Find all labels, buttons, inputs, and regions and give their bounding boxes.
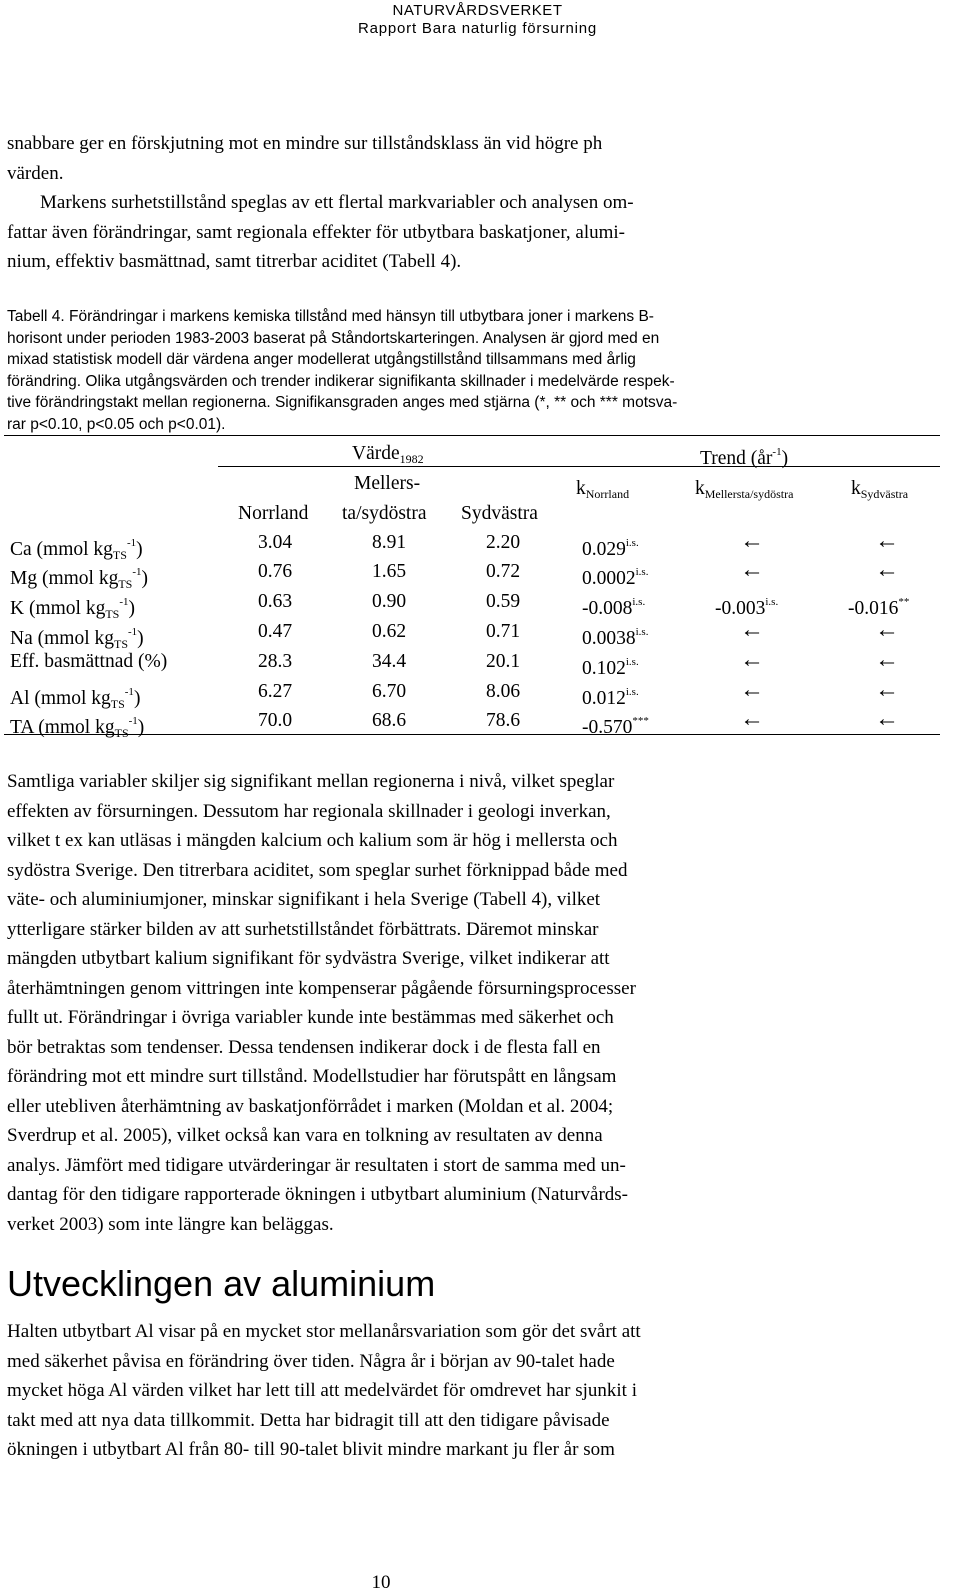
page-header (0, 2, 955, 38)
cell-k-norrland (582, 590, 645, 621)
row-label-close: ) (141, 568, 149, 589)
header-org: NATURVÅRDSVERKET (392, 2, 563, 19)
cell-k-norrland (582, 709, 649, 740)
row-label-superscript: -1 (119, 596, 129, 608)
col-header-sydvastra: Sydvästra (461, 503, 538, 524)
cell-sydvastra: 8.06 (486, 681, 521, 702)
text-line: sydöstra Sverige. Den titrerbara aciditet, som speglar surhet förknippad både med (7, 859, 628, 881)
text-line: värden. (7, 162, 64, 184)
cell-k-norrland (582, 620, 648, 651)
k-norrland-value: -0.008 (582, 598, 633, 619)
cell-norrland: 6.27 (258, 681, 293, 702)
text-line: takt med att nya data tillkommit. Detta har bidragit till att den tidigare påvisade (7, 1409, 610, 1431)
row-label-subscript: TS (110, 697, 125, 711)
row-label-superscript: -1 (126, 537, 137, 549)
arrow-icon: ← (875, 557, 899, 583)
text-line: snabbare ger en förskjutning mot en mindre sur tillståndsklass än vid högre ph (7, 133, 603, 154)
cell-norrland: 70.0 (258, 710, 293, 731)
arrow-icon: ← (875, 677, 899, 703)
k-norrland-significance: i.s. (625, 686, 639, 698)
arrow-icon: ← (875, 528, 899, 554)
intro-paragraph (7, 129, 767, 277)
k-norrland-significance: *** (632, 715, 649, 727)
header-value-1982: Värde$_{1982}$ (352, 443, 424, 466)
text-line: fullt ut. Förändringar i övriga variabler kunde inte bestämmas med säkerhet och (7, 1007, 614, 1028)
arrow-icon: ← (875, 706, 899, 732)
row-label-subscript: TS (112, 548, 127, 562)
header-trend: Trend $(år^{-1})$ (700, 446, 789, 469)
text-line: fattar även förändringar, samt regionala effekter för utbytbara baskatjoner, alumi- (7, 221, 625, 243)
text-line: väte- och aluminiumjoner, minskar signifikant i hela Sverige (Tabell 4), vilket (7, 889, 601, 910)
header-report-title: Rapport Bara naturlig försurning (357, 20, 598, 37)
row-label (10, 650, 167, 674)
second-paragraph (7, 767, 767, 1239)
cell-sydvastra: 0.59 (486, 591, 521, 612)
table-top-rule (4, 435, 940, 436)
text-line: Samtliga variabler skiljer sig signifikant mellan regionerna i nivå, vilket speglar (7, 771, 615, 792)
col-header-mellersta-line2: ta/sydöstra (342, 503, 427, 524)
cell-sydvastra: 78.6 (486, 710, 521, 731)
row-label-superscript: -1 (128, 715, 138, 727)
k-norrland-significance: i.s. (632, 596, 646, 608)
row-label-superscript: -1 (132, 566, 142, 578)
k-norrland-value: 0.102 (582, 658, 626, 679)
cell-mellersta: 68.6 (372, 710, 407, 731)
row-label-subscript: TS (114, 726, 129, 740)
cell-k-norrland (582, 650, 639, 681)
cell-norrland: 0.63 (258, 591, 293, 612)
text-line: ytterligare stärker bilden av att surhetstillståndet förbättrats. Däremot minskar (7, 918, 599, 940)
k-norrland-value: -0.570 (582, 717, 633, 738)
cell-mellersta: 0.62 (372, 621, 407, 642)
k-sydvastra-significance: ** (898, 596, 910, 608)
arrow-icon: ← (740, 647, 764, 673)
col-header-mellersta-line1: Mellers- (354, 473, 421, 494)
k-mellersta-value: -0.003 (715, 598, 766, 619)
text-line: ökningen i utbytbart Al från 80- till 90-talet blivit mindre markant ju fler år som (7, 1439, 615, 1460)
table-caption (7, 306, 767, 436)
col-header-k-norrland: $k_{Norrland}$ (576, 478, 630, 501)
arrow-icon: ← (740, 706, 764, 732)
row-label-subscript: TS (118, 577, 133, 591)
arrow-icon: ← (740, 617, 764, 643)
text-line: Markens surhetstillstånd speglas av ett flertal markvariabler och analysen om- (40, 192, 634, 213)
text-line: eller utebliven återhämtning av baskatjonförrådet i marken (Moldan et al. 2004; (7, 1095, 614, 1117)
cell-sydvastra: 2.20 (486, 532, 521, 553)
text-line: verket 2003) som inte längre kan beläggas. (7, 1213, 334, 1235)
cell-norrland: 3.04 (258, 532, 293, 553)
third-paragraph (7, 1317, 767, 1465)
text-line: mycket höga Al värden vilket har lett till att medelvärdet för omdrevet har sjunkit i (7, 1380, 637, 1401)
cell-mellersta: 6.70 (372, 681, 407, 702)
text-line: analys. Jämfört med tidigare utvärderingar är resultaten i stort de samma med un- (7, 1154, 626, 1176)
row-label-text: K (mmol kg (10, 598, 106, 619)
chemistry-table (0, 433, 944, 743)
text-line: Halten utbytbart Al visar på en mycket stor mellanårsvariation som gör det svårt att (7, 1321, 641, 1342)
k-norrland-value: 0.029 (582, 539, 626, 560)
cell-mellersta: 0.90 (372, 591, 407, 612)
caption-line: horisont under perioden 1983-2003 baserat på Ståndortskarteringen. Analysen är gjord med en (7, 329, 660, 347)
cell-k-norrland (582, 560, 648, 591)
arrow-icon: ← (875, 617, 899, 643)
row-label-close: ) (128, 598, 136, 619)
arrow-icon: ← (875, 647, 899, 673)
text-line: återhämtningen genom vittringen inte kompenserar pågående försurningsprocesser (7, 977, 636, 999)
cell-sydvastra: 20.1 (486, 651, 521, 672)
text-line: med säkerhet påvisa en förändring över tiden. Några år i början av 90-talet hade (7, 1350, 615, 1372)
row-label-superscript: -1 (124, 686, 134, 698)
section-heading: Utvecklingen av aluminium (7, 1263, 436, 1304)
caption-line: rar p<0.10, p<0.05 och p<0.01). (7, 415, 226, 433)
k-norrland-significance: i.s. (635, 626, 649, 638)
row-label-close: ) (137, 717, 145, 738)
row-label-text: Na (mmol kg (10, 628, 114, 649)
table-bottom-rule (4, 734, 940, 735)
text-line: förändring mot ett mindre surt tillstånd. Modellstudier har förutspått en långsam (7, 1066, 617, 1087)
cell-mellersta: 34.4 (372, 651, 407, 672)
header-rule (218, 466, 940, 467)
text-line: nium, effektiv basmättnad, samt titrerbar aciditet (Tabell 4). (7, 251, 462, 272)
row-label-close: ) (137, 628, 144, 649)
cell-norrland: 28.3 (258, 651, 293, 672)
text-line: effekten av försurningen. Dessutom har regionala skillnader i geologi inverkan, (7, 800, 611, 822)
row-label-close: ) (133, 688, 141, 709)
cell-sydvastra: 0.71 (486, 621, 521, 642)
caption-line: mixad statistisk modell där värdena anger modellerat utgångstillstånd tillsammans med årlig (7, 351, 636, 369)
row-label-subscript: TS (113, 637, 128, 651)
text-line: vilket t ex kan utläsas i mängden kalcium och kalium som är hög i mellersta och (7, 830, 618, 851)
k-norrland-value: 0.012 (582, 688, 626, 709)
cell-mellersta: 1.65 (372, 561, 407, 582)
arrow-icon: ← (740, 677, 764, 703)
cell-mellersta: 8.91 (372, 532, 407, 553)
k-mellersta-significance: i.s. (765, 596, 779, 608)
row-label-superscript: -1 (128, 626, 138, 638)
row-label-text: Ca (mmol kg (10, 539, 113, 560)
row-label-text: Al (mmol kg (10, 688, 111, 709)
caption-line: tive förändringstakt mellan regionerna. Signifikansgraden anges med stjärna (*, ** och *** motsva- (7, 394, 678, 412)
k-norrland-value: 0.0002 (582, 568, 636, 589)
text-line: mängden utbytbart kalium signifikant för sydvästra Sverige, vilket indikerar att (7, 948, 610, 969)
row-label (10, 709, 144, 745)
row-label-subscript: TS (105, 607, 120, 621)
text-line: Sverdrup et al. 2005), vilket också kan vara en tolkning av resultaten av denna (7, 1125, 603, 1146)
arrow-icon: ← (740, 528, 764, 554)
row-label-text: TA (mmol kg (10, 717, 115, 738)
row-label-text: Eff. basmättnad (%) (10, 651, 168, 672)
cell-k-norrland (582, 531, 639, 562)
row-label-close: ) (136, 539, 143, 560)
col-header-k-mellersta: $k_{Mellersta/sydöstra}$ (695, 478, 794, 501)
k-norrland-significance: i.s. (625, 656, 639, 668)
text-line: dantag för den tidigare rapporterade ökningen i utbytbart aluminium (Naturvårds- (7, 1184, 628, 1205)
row-label-text: Mg (mmol kg (10, 568, 119, 589)
cell-norrland: 0.76 (258, 561, 293, 582)
arrow-icon: ← (740, 557, 764, 583)
col-header-norrland: Norrland (238, 503, 309, 524)
cell-norrland: 0.47 (258, 621, 293, 642)
k-sydvastra-value: -0.016 (848, 598, 899, 619)
k-norrland-value: 0.0038 (582, 628, 636, 649)
cell-sydvastra: 0.72 (486, 561, 521, 582)
caption-line: Tabell 4. Förändringar i markens kemiska tillstånd med hänsyn till utbytbara joner i markens B- (7, 308, 654, 325)
caption-line: förändring. Olika utgångsvärden och trender indikerar signifikanta skillnader i medelvärde respek- (7, 372, 675, 390)
page-number: 10 (371, 1572, 391, 1593)
col-header-k-sydvastra: $k_{Sydvästra}$ (851, 478, 909, 501)
k-norrland-significance: i.s. (625, 537, 639, 549)
cell-k-norrland (582, 680, 639, 711)
text-line: bör betraktas som tendenser. Dessa tendensen indikerar dock i de flesta fall en (7, 1036, 601, 1058)
k-norrland-significance: i.s. (635, 566, 649, 578)
